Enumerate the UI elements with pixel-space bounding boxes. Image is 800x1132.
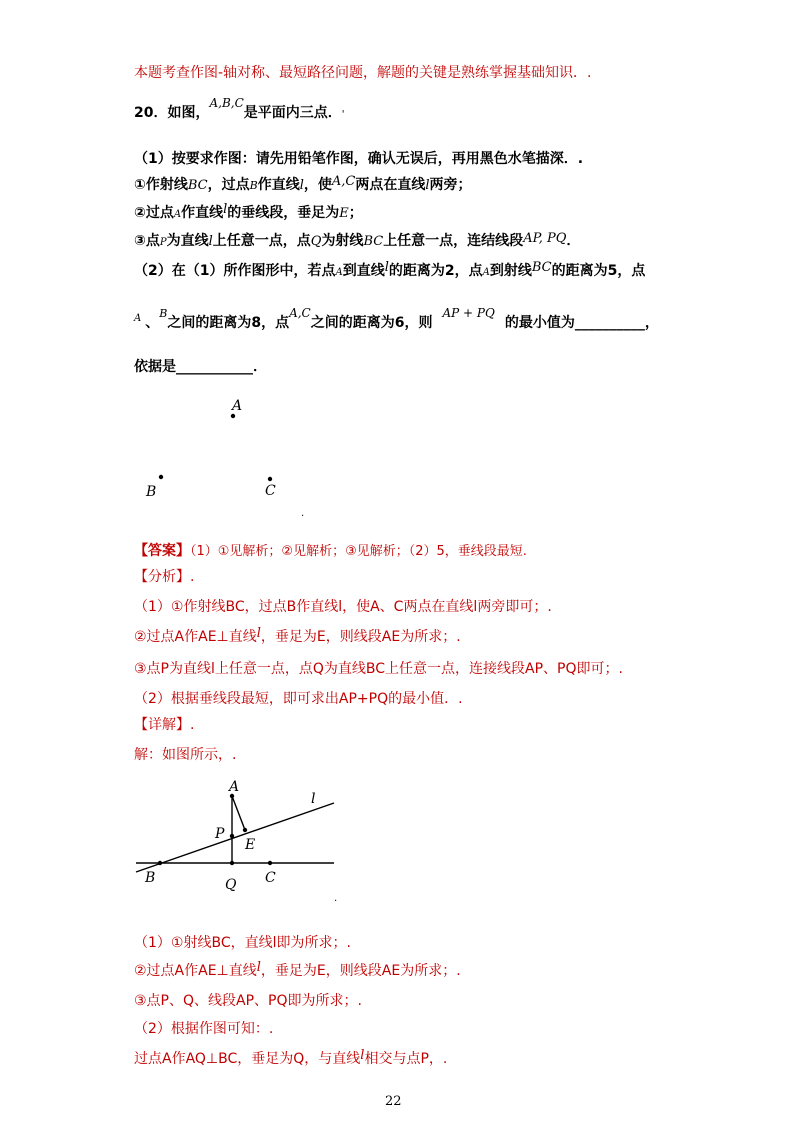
step3-text-b: 为直线 (166, 233, 209, 249)
figure2-label-B: B (145, 870, 156, 886)
figure1-label-B: B (146, 484, 157, 500)
part2-text-c: 的距离为2，点 (388, 263, 483, 279)
answer-label: 【答案】 (134, 543, 190, 559)
part2b-text-d: 的最小值为__________， (504, 315, 659, 331)
step3-l: l (208, 234, 213, 249)
figure2-point-P (230, 834, 234, 838)
part2b-text-a: 、 (145, 315, 160, 331)
detail-label-tail: . (190, 717, 195, 733)
analysis-line-2-a: ②过点A作AE⊥直线 (134, 629, 257, 645)
step3-text-d: 为射线 (321, 233, 364, 249)
top-note: 本题考查作图-轴对称、最短路径问题，解题的关键是熟练掌握基础知识．. (134, 65, 592, 81)
q20-tail: 是平面内三点． (243, 105, 342, 121)
analysis-line-3: ③点P为直线l上任意一点，点Q为直线BC上任意一点，连接线段AP、PQ即可；. (134, 661, 623, 677)
step3-P: P (159, 237, 167, 248)
step1-text-c: 作直线 (257, 177, 300, 193)
step1-text-d: ，使 (303, 177, 332, 193)
part2b-expr: AP + PQ (442, 306, 495, 320)
analysis-line-1: （1）①作射线BC，过点B作直线l，使A、C两点在直线l两旁即可；. (134, 599, 552, 615)
analysis-label-tail: . (190, 569, 195, 585)
step1-text-e: 两点在直线 (355, 177, 426, 193)
figure1-label-A: A (232, 398, 243, 414)
part2b-text-b: 之间的距离为8，点 (167, 315, 290, 331)
step2-text-d: ； (348, 205, 363, 221)
detail-intro: 解：如图所示，. (134, 747, 237, 763)
part1-title: （1）按要求作图：请先用铅笔作图，确认无误后，再用黑色水笔描深．. (134, 151, 584, 167)
solution-line-2-b: ，垂足为E，则线段AE为所求；. (260, 963, 461, 979)
solution-line-2-a: ②过点A作AE⊥直线 (134, 963, 257, 979)
figure2-label-l: l (311, 791, 316, 807)
q20-tail-mark: ' (341, 109, 345, 120)
solution-line-2-l: l (256, 960, 261, 975)
figure2-label-Q: Q (225, 877, 237, 893)
step3-text-f: ． (566, 233, 581, 249)
page-number: 22 (385, 1094, 402, 1109)
part2-bc: BC (531, 260, 552, 275)
analysis-label: 【分析】 (134, 569, 190, 585)
analysis-line-4: （2）根据垂线段最短，即可求出AP+PQ的最小值．. (134, 691, 463, 707)
step1-text-a: ①作射线 (134, 177, 188, 193)
part2-l: l (384, 260, 389, 275)
step1-ac: A,C (331, 174, 356, 189)
solution-line-3: ③点P、Q、线段AP、PQ即为所求；. (134, 993, 362, 1009)
solution-line-5 (134, 1050, 447, 1069)
solution-line-2 (134, 962, 461, 981)
step3-ap-pq: AP, PQ (523, 231, 567, 246)
figure2-label-P: P (215, 826, 225, 842)
part2-text-b: 到直线 (342, 263, 385, 279)
step1-bc: BC (187, 178, 208, 193)
part2-text-a: （2）在（1）所作图形中，若点 (134, 263, 336, 279)
q20-number: 20．如图， (134, 105, 210, 121)
analysis-line-2-tail: ，垂足为E，则线段AE为所求；. (260, 629, 461, 645)
step2-text-b: 作直线 (181, 205, 224, 221)
part2b-ac: A,C (289, 306, 311, 320)
solution-line-4: （2）根据作图可知：. (134, 1021, 274, 1037)
step2-text-a: ②过点 (134, 205, 174, 221)
figure2-point-B (158, 861, 162, 865)
figure2-label-A: A (229, 779, 240, 795)
step3-text-c: 上任意一点，点 (212, 233, 311, 249)
answer-text: （1）①见解析；②见解析；③见解析；（2）5，垂线段最短. (190, 544, 527, 559)
step3-Q: Q (310, 234, 322, 249)
part2-text-d: 到射线 (489, 263, 532, 279)
step1-text-f: 两旁； (429, 177, 472, 193)
part2-A2: A (482, 267, 490, 278)
step2-text-c: 的垂线段，垂足为 (227, 205, 340, 221)
figure2-label-C: C (265, 870, 276, 886)
figure2-dot: . (334, 893, 338, 904)
part2-line3: 依据是___________． (134, 359, 267, 375)
q20-points-abc: A,B,C (209, 96, 244, 110)
step2-A: A (173, 209, 182, 220)
part2b-B: B (159, 307, 168, 320)
figure1-dot: . (301, 508, 305, 519)
step1-text-b: ，过点 (207, 177, 250, 193)
part2-text-e: 的距离为5，点 (551, 263, 646, 279)
solution-line-5-l: l (360, 1048, 365, 1063)
step2-E: E (339, 206, 349, 221)
figure2-point-Q (230, 861, 234, 865)
step3-text-e: 上任意一点，连结线段 (383, 233, 524, 249)
step1-l2: l (425, 178, 430, 193)
figure2-point-C (268, 861, 272, 865)
figure2-segment-AE (232, 796, 245, 830)
figure2-label-E: E (245, 837, 256, 853)
step3-bc: BC (363, 234, 384, 249)
solution-line-5-b: 相交与点P，. (364, 1051, 448, 1067)
part2b-text-c: 之间的距离为6，则 (310, 315, 433, 331)
figure2-point-E (243, 828, 247, 832)
part2-A: A (335, 267, 343, 278)
solution-line-1: （1）①射线BC，直线l即为所求；. (134, 935, 351, 951)
step1-B: B (249, 179, 258, 192)
detail-label: 【详解】 (134, 717, 190, 733)
analysis-line-2-l: l (256, 626, 261, 641)
step1-l: l (299, 178, 304, 193)
solution-line-5-a: 过点A作AQ⊥BC，垂足为Q，与直线 (134, 1051, 361, 1067)
part2b-A: A (134, 313, 142, 324)
figure1-label-C: C (265, 483, 276, 499)
figure2-line-l (136, 803, 334, 872)
step3-text-a: ③点 (134, 233, 160, 249)
step2-l: l (223, 202, 228, 217)
